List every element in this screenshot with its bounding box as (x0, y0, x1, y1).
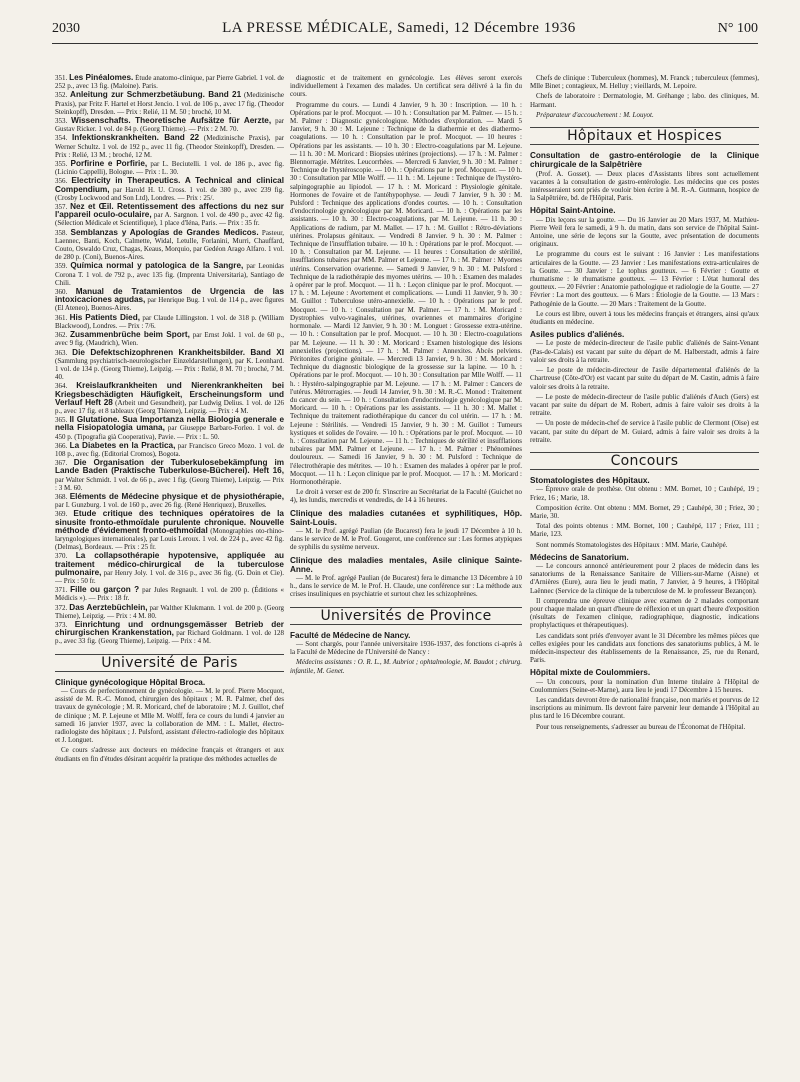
entry-number: 356. (55, 177, 68, 186)
entry-title: Zusammenbrüche beim Sport, (70, 330, 190, 340)
entry-text: (Medizinische Praxis), par Werner Schultz. 1 vol. de 192 p., avec 11 fig. (Theodor Steinkopff), Dresden. — Prix : Relié, 13 M. ; broché, 12 M. (55, 134, 284, 159)
paragraph: Le droit à verser est de 200 fr. S'inscrire au Secrétariat de la Faculté (Guichet no 4), les lundis, mercredis et vendredis, de 14 à 16 heures. (290, 488, 522, 505)
entry-text: Étude anatomo-clinique, par Pierre Gabriel. 1 vol. de 252 p., avec 13 fig. (Maloine). Paris. (55, 74, 284, 91)
entry-number: 362. (55, 331, 68, 340)
entry-title: Fille ou garçon ? (70, 585, 140, 595)
book-entry (55, 177, 284, 202)
article-head: Faculté de Médecine de Nancy. (290, 630, 411, 640)
book-entry (55, 117, 284, 133)
entry-number: 357. (55, 203, 68, 212)
entry-text: par Gustav Ricker. 1 vol. de 84 p. (Georg Thieme). — Prix : 2 M. 70. (55, 117, 284, 134)
article-head: Clinique des maladies mentales, Asile clinique Sainte-Anne. (290, 555, 522, 574)
paragraph: — Un concours, pour la nomination d'un Interne titulaire à l'Hôpital de Coulommiers (Seine-et-Marne), aura lieu le jeudi 17 Décembre à 15 heures. (530, 677, 759, 694)
book-entry (55, 91, 284, 116)
paragraph: Préparateur d'accouchement : M. Louyot. (536, 110, 654, 119)
paragraph: Ce cours s'adresse aux docteurs en médecine français et étrangers et aux étudiants en fin d'études désirant acquérir la pratique des méthodes actuelles de (55, 746, 284, 763)
book-entry (55, 74, 284, 90)
paragraph: — Le poste de médecin-directeur de l'asile public d'aliénés de Saint-Venant (Pas-de-Calais) est vacant par suite du départ de M. Halberstadt, admis à faire valoir ses droits à la retraite. (530, 339, 759, 364)
paragraph: Composition écrite. Ont obtenu : MM. Bornet, 29 ; Cauhépé, 30 ; Friez, 30 ; Marie, 30. (530, 503, 759, 520)
paragraph: Les candidats devront être de nationalité française, non mariés et pourvus de 12 inscriptions au minimum. Ils devront faire parvenir leur demande à l'Hôpital au plus tard le 16 Décembre courant. (530, 696, 759, 721)
entry-number: 369. (55, 510, 68, 519)
entry-number: 359. (55, 262, 68, 271)
book-entry (55, 416, 284, 441)
paragraph: Médecins assistants : O. R. L., M. Aubriot ; ophtalmologie, M. Baudot ; chirurg. infantile, M. Genet. (290, 658, 522, 675)
paragraph: — Cours de perfectionnement de gynécologie. — M. le prof. Pierre Mocquot, assisté de M. R.-C. Monod, chirurgien des hôpitaux ; M. R. Palmer, chef des travaux de gynécologie ; M. R. Moricard, chef de laboratoire ; M. J. Guillot, chef de clinique ; M. P. Lejeune et Mlle M. Wolff, fera ce cours du lundi 4 janvier au samedi 16 janvier 1937, avec la collaboration de MM. : L. Mallet, électro-radiologiste des hôpitaux ; J. Pulsford, assistant d'électro-radiologie des hôpitaux et J. Longuet. (55, 687, 284, 745)
entry-text: (Monographies oto-rhino-laryngologiques internationales), par Louis Leroux. 1 vol. de 224 p., avec 42 fig. (Delmas), Bordeaux. — Prix : 25 fr. (55, 526, 284, 552)
book-entry (55, 459, 284, 492)
book-entry (55, 262, 284, 287)
entry-number: 364. (55, 382, 68, 391)
paragraph: Il comprendra une épreuve clinique avec examen de 2 malades comportant pour chaque malade un quart d'heure de réflexion et un quart d'heure d'exposition (résultats de l'examen clinique, radiographique, diagnostic, indications prophylactiques et thérapeutiques). (530, 596, 759, 630)
entry-number: 365. (55, 416, 68, 425)
book-entry (55, 331, 284, 347)
entry-number: 353. (55, 117, 68, 126)
article-head: Hôpital Saint-Antoine. (530, 206, 616, 216)
paragraph: Sont nommés Stomatologistes des Hôpitaux : MM. Marie, Cauhépé. (536, 540, 728, 549)
book-entry (55, 442, 284, 458)
section-title-concours: Concours (530, 452, 759, 470)
article-head: Médecins de Sanatorium. (530, 552, 629, 562)
entry-text: par Leonidas Corona T. 1 vol. de 792 p., avec 135 fig. (Imprenta Universitaria), Santiago de Chili. (55, 262, 284, 287)
paragraph: Programme du cours. — Lundi 4 Janvier, 9 h. 30 : Inscription. — 10 h. : Opérations par le prof. Mocquot. — 10 h. : Consultation par M. Palmer. — 15 h. : M. Palmer : Diagnostic gynécologique. Méthodes d'exploration. — Mardi 5 Janvier, 9 h. 30 : M. Lejeune : Technique de la diathermie et des diathermo-coagulations. — 10 h. : Consultation par le prof. Mocquot. — 10 heures : Opérations par les assistants. — 10 h. 30 : Electro-coagulations par M. Lejeune. — 11 h. 30 : M. Moricard : Biopsies utérines (projections). — 17 h. : M. Palmer : Blennorragie. Métrites. Leucorrhées. — Mercredi 6 Janvier, 9 h. 30 : M. Palmer : Technique de l'hystéroscopie. — 10 h. : Opérations par le prof. Mocquot. — 10 h. 30 : Consultation par Mlle Wolff. — 11 h. : M. Lejeune : Technique de l'hystéro-salpingographie au lipiodol. — 17 h. : M. Moricard : Physiologie génitale. Hormones de l'ovaire et de l'antéhypophyse. — Jeudi 7 Janvier, 9 h. 30 : M. Pulsford : Technique des applications d'ondes courtes. — 10 h. : Consultation d'endocrinologie gynécologique par M. Moricard. — 10 h. : Opérations par les assistants. — 10 h. 30 : Electro-coagulations, par M. Lejeune. — 11 h. 30 : Applications de radium, par M. Mallet. — 17 h. : M. Guillot : Rétro-déviations utérines. Prolapsus génitaux. — Vendredi 8 Janvier. 9 h. 30 : M. Palmer : Technique de l'insufflation tubaire. — 10 h. : Opérations par le prof. Mocquot. — 10 h. : Consultation par M. Lejeune. — 11 heures : Consultation de stérilité, insufflations tubaires par MM. Palmer et Lejeune. — 17 h. : M. Palmer : Myomes utérins. Conservation ovarienne. — Samedi 9 Janvier, 9 h. 30 : M. Pulsford : Technique de la radiothérapie des myomes utérins. — 10 h. : Examen des malades à opérer par le prof. Mocquot. — 11 h. : Leçon clinique par le prof. Mocquot. — 17 h. : M. Lejeune : Avortement et complications. — Lundi 11 Janvier, 9 h. 30 : M. Guillot : Tuberculose utéro-annexielle. — 10 h. : Opérations par le prof. Mocquot. — 10 h. : Consultation par M. Palmer. — 17 h. : M. Moricard : Dystrophies vulvo-vaginales, utérines, ovariennes et mammaires d'origine hormonale. — Mardi 12 Janvier, 9 h. 30 : M. Longuet : Grossesse extra-utérine. — 10 h. : Consultation par le prof. Mocquot. — 10 h. 30 : Electro-coagulations par M. Lejeune. — 11 h. 30 : M. Moricard : Examen histologique des lésions annexielles (projections). — 17 h. : M. Palmer : Annexites. Abcès pelviens. Péritonites d'origine génitale. — Mercredi 13 Janvier, 9 h. 30 : M. Moricard : Technique du diagnostic biologique de la grossesse sur la lapine. — 10 h. : Opérations par le prof. Mocquot. — 10 h. 30 : Consultation par Mlle Wolff. — 11 h. : Hystéro-salpingographie par M. Lejeune. — 17 h. : M. Palmer : Cancers de l'utérus. Métrorragies. — Jeudi 14 Janvier, 9 h. 30 : M. R.-C. Monod : Traitement du cancer du sein. — 10 h. : Consultation d'endocrinologie gynécologique par M. Moricard. — 10 h. : Opérations par les assistants. — 11 h. 30 : M. Mallet : Technique du traitement radiothérapique du cancer du col utérin. — 17 h. : M. Lejeune : Stérilités. — Vendredi 15 Janvier, 9 h. 30 : M. Guillot : Tumeurs kystiques et solides de l'ovaire. — 10 h. : Opérations par le prof. Mocquot. — 10 h. : Consultation par M. Lejeune. — 11 h. : Techniques de stérilité et insufflations tubaires par MM. Palmer et Lejeune. — 17 h. : M. Palmer : Phénomènes douloureux. — Samedi 16 Janvier, 9 h. 30 : M. Pulsford : Technique de l'électrothérapie des métrites. — 10 h. : Examen des malades à opérer par le prof. Mocquot. — 11 h. : Leçon clinique par le prof. Mocquot. — 17 h. : M. Moricard : Hormonothérapie. (290, 100, 522, 486)
entry-title: Les Pinéalomes. (69, 74, 134, 82)
section-title-hopitaux: Hôpitaux et Hospices (530, 127, 759, 145)
paragraph: Chefs de clinique : Tuberculeux (hommes), M. Franck ; tuberculeux (femmes), Mlle Binet ; contagieux, M. Helluy ; vieillards, M. Lepoire. (530, 74, 759, 91)
entry-number: 373. (55, 621, 68, 629)
book-entry (55, 493, 284, 509)
entry-number: 367. (55, 459, 68, 468)
paragraph: Chefs de laboratoire : Dermatologie, M. Gréhange ; labo. des cliniques, M. Harmant. (530, 92, 759, 109)
paragraph: Pour tous renseignements, s'adresser au bureau de l'Économat de l'Hôpital. (536, 722, 746, 731)
entry-title: Electricity in Therapeutics. A Technical and clinical Compendium, (55, 176, 284, 194)
book-entry (55, 229, 284, 262)
page-header (52, 20, 758, 44)
entry-title: Kreislaufkrankheiten und Nierenkrankheiten bei Kriegsbeschädigten Häufigkeit, Erscheinungsform und Verlauf Heft 28 (55, 381, 284, 407)
section-title-universites-province: Universités de Province (290, 607, 522, 625)
book-entry (55, 203, 284, 228)
book-entry (55, 586, 284, 602)
article-head: Asiles publics d'aliénés. (530, 330, 625, 340)
paragraph: Le programme du cours est le suivant : 16 Janvier : Les manifestations articulaires de la Goutte. — 23 Janvier : Les manifestations extra-articulaires de la Goutte. — 30 Janvier : Le tophus goutteux. — 6 Février : Goutte et rhumatisme : le rhumatisme goutteux. — 13 Février : L'état humoral des goutteux. — 20 Février : Anatomie pathologique et radiologie de la Goutte. — 27 Février : La mort des goutteux. — 6 Mars : Étiologie de la Goutte. — 13 Mars : Pathogénie de la Goutte. — 20 Mars : Traitement de la Goutte. (530, 250, 759, 308)
entry-number: 358. (55, 228, 68, 237)
book-entry (55, 621, 284, 646)
entry-title: Porfirine e Porfirie, (70, 159, 148, 169)
paragraph: — Sont chargés, pour l'année universitaire 1936-1937, des fonctions ci-après à la Faculté de Médecine de l'Université de Nancy : (290, 640, 522, 657)
entry-text: par Claude Lillingston. 1 vol. de 318 p. (William Blackwood), Londres. — Prix : 7/6. (55, 313, 284, 330)
book-entry (55, 134, 284, 159)
entry-text: par I. Gunzburg. 1 vol. de 160 p., avec 26 fig. (René Henriquez), Bruxelles. (55, 501, 267, 510)
paragraph: — M. le Prof. agrégé Paulian (de Bucarest) fera le jeudi 17 Décembre à 10 h. dans le service de M. le Prof. Gougerot, une conférence sur : Les formes atypiques de syphilis du système nerveux. (290, 526, 522, 552)
entry-title: Einrichtung und ordnungsgemässer Betrieb der chirurgischen Krankenstation, (55, 620, 284, 638)
entry-number: 371. (55, 586, 68, 595)
page-number: 2030 (52, 21, 80, 36)
book-entry (55, 552, 284, 585)
book-entry (55, 382, 284, 415)
entry-title: Manual de Tratamientos de Urgencia de las intoxicaciones agudas, (55, 287, 284, 305)
entry-title: Il Glutatione. Sua Importanza nella Biologia generale e nella Fisiopatologia umana, (55, 415, 284, 433)
book-entry (55, 510, 284, 551)
entry-text: par Jules Regnault. 1 vol. de 200 p. (Éditions « Médicis »). — Prix : 18 fr. (55, 586, 284, 603)
entry-title: Etude critique des techniques opératoires de la sinusite fronto-ethmoïdale purulente chronique. Nouvelle méthode d'évidement fronto-ethmoïdal (55, 509, 284, 535)
book-entry (55, 314, 284, 330)
paragraph: — M. le Prof. agrégé Paulian (de Bucarest) fera le dimanche 13 Décembre à 10 h., dans le service de M. le Prof. H. Claude, une conférence sur : La méthode aux crises insuliniques en psychiatrie et surtout chez les schizophrènes. (290, 573, 522, 599)
entry-title: Nez et Œil. Retentissement des affections du nez sur l'appareil oculo-oculaire, (55, 202, 284, 220)
entry-title: Die Organisation der Tuberkulosebekämpfung im Lande Baden (Praktische Tuberkulose-Bücherei). Heft 16, (55, 458, 284, 476)
entry-title: Anleitung zur Schmerzbetäubung. Band 21 (70, 90, 242, 100)
entry-title: Eléments de Médecine physique et de physiothérapie, (69, 491, 284, 501)
entry-text: par Walter Schmidt. 1 vol. de 66 p., avec 1 fig. (Georg Thieme), Leipzig. — Prix : 3 M. 60. (55, 475, 284, 492)
paragraph: — Le poste de médecin-directeur de l'asile départemental d'aliénés de la Chartreuse (Côte-d'Or) est vacant par suite du départ de M. Castin, admis à faire valoir ses droits à la retraite. (530, 366, 759, 391)
entry-text: par A. Sargnon. 1 vol. de 490 p., avec 42 fig. (Sélection Médicale et Scientifique), 1 place d'Iéna, Paris. — Prix : 35 fr. (55, 211, 284, 228)
book-entry (55, 604, 284, 620)
entry-text: par Ernst Jokl. 1 vol. de 60 p., avec 9 fig. (Maudrich), Wien. (55, 331, 284, 348)
entry-text: Pasteur, Laennec, Banti, Koch, Calmette, Widal, Letulle, Forlanini, Murri, Chauffard, Couto, Oswaldo Cruz, Chagas, Keaus, Morquio, par Gedéon Arago Alfaro. 1 vol. de 280 p. (Coni), Buenos-Aires. (55, 228, 284, 262)
entry-number: 370. (55, 552, 68, 561)
entry-number: 372. (55, 603, 68, 612)
entry-title: La Diabetes en la Practica, (69, 440, 176, 450)
paragraph: — Épreuve orale de prothèse. Ont obtenu : MM. Bornet, 10 ; Cauhépé, 19 ; Friez, 16 ; Marie, 18. (530, 485, 759, 502)
paragraph: — Un poste de médecin-chef de service à l'asile public de Clermont (Oise) est vacant, par suite du départ de M. Guiard, admis à faire valoir ses droits à la retraite. (530, 419, 759, 444)
entry-text: (Medizinische Praxis), par Fritz F. Hartel et Horst Jencio. 1 vol. de 106 p., avec 17 fig. (Theodor Steinkopff), Dresden. — Prix : Relié, 11 M. 50 ; broché, 10 M. (55, 91, 284, 116)
entry-number: 354. (55, 134, 68, 143)
paragraph: — Le concours annoncé antérieurement pour 2 places de médecin dans les sanatoriums de la Renaissance Sanitaire de Villiers-sur-Marne (Aisne) et d'Arnières (Eure), aura lieu le jeudi matin, 7 Janvier, à 9 heures, à l'Hôpital Laënnec (Service de la clinique de la tuberculose de M. le professeur Bezançon). (530, 561, 759, 595)
article-head: Clinique gynécologique Hôpital Broca. (55, 677, 206, 687)
article-head: Stomatologistes des Hôpitaux. (530, 476, 650, 486)
journal-title: LA PRESSE MÉDICALE, Samedi, 12 Décembre 1936 (222, 20, 576, 36)
paragraph: — Dix leçons sur la goutte. — Du 16 Janvier au 20 Mars 1937, M. Mathieu-Pierre Weil fera le samedi, à 9 h. du matin, dans son service de l'hôpital Saint-Antoine, une série de leçons sur la Goutte, avec présentation de documents originaux. (530, 215, 759, 249)
entry-text: par Henrique Bug. 1 vol. de 114 p., avec figures (El Ateneo), Buenos-Aires. (55, 296, 284, 313)
entry-number: 351. (55, 74, 68, 82)
paragraph: (Prof. A. Gosset). — Deux places d'Assistants libres sont actuellement vacantes à la consultation de gastro-entérologie. Les médecins que ces postes intéresseraient sont priés de vouloir bien écrire à M. R.-A. Gutmann, hospice de la Salpêtrière, bd. de l'Hôpital, Paris. (530, 169, 759, 203)
entry-number: 363. (55, 348, 68, 357)
entry-text: par Henry Joly. 1 vol. de 316 p., avec 36 fig. (G. Doin et Cie). — Prix : 50 fr. (55, 568, 284, 585)
entry-number: 355. (55, 160, 68, 169)
column-2 (290, 74, 522, 1074)
entry-text: (Sammlung psychiatrisch-neurologischer Einzeldarstellungen), par K. Leonhard. 1 vol. de 134 p. (Georg Thieme), Leipzig. — Prix : Relié, 8 M. 70 ; broché, 7 M. 40. (55, 356, 284, 382)
paragraph: — Le poste de médecin-directeur de l'asile public d'aliénés d'Auch (Gers) est vacant par suite du départ de M. Robert, admis à faire valoir ses droits à la retraite. (530, 392, 759, 418)
article-head: Consultation de gastro-entérologie de la Clinique chirurgicale de la Salpêtrière (530, 151, 759, 170)
column-3 (530, 74, 759, 1074)
entry-title: Semblanzas y Apologías de Grandes Medicos. (70, 227, 259, 237)
entry-title: His Patients Died, (69, 312, 140, 322)
book-list (55, 74, 284, 646)
entry-text: par Giuseppe Barbaro-Forleo. 1 vol. de 450 p. (Tipografia già Cooperativa), Pavie. — Prix : L. 50. (55, 424, 284, 441)
paragraph: diagnostic et de traitement en gynécologie. Les élèves seront exercés individuellement à l'examen des malades. Un certificat sera délivré à la fin du cours. (290, 74, 522, 99)
article-head: Clinique des maladies cutanées et syphilitiques, Hôp. Saint-Louis. (290, 508, 522, 527)
column-1 (55, 74, 284, 1074)
entry-text: par Walther Klukmann. 1 vol. de 200 p. (Georg Thieme), Leipzig. — Prix : 4 M. 80. (55, 603, 284, 620)
entry-number: 368. (55, 492, 68, 501)
paragraph: Total des points obtenus : MM. Bornet, 100 ; Cauhépé, 117 ; Friez, 111 ; Marie, 123. (530, 522, 759, 539)
entry-text: (Arbeit und Gesundheit), par Ludwig Delius. 1 vol. de 126 p., avec 17 fig. et 8 tableaux (Georg Thieme), Leipzig. — Prix : 4 M. (55, 398, 284, 415)
entry-number: 366. (55, 441, 68, 450)
paragraph: Les candidats sont priés d'envoyer avant le 31 Décembre les mêmes pièces que celles exigées pour les candidats aux fonctions des sanatoriums publics, à M. le médecin-inspecteur des établissements de la Renaissance, 25, rue du Renard, Paris. (530, 631, 759, 665)
entry-title: Die Defektschizophrenen Krankheitsbilder. Band XI (72, 347, 284, 357)
entry-title: Das Aerztebüchlein, (69, 602, 148, 612)
entry-title: Infektionskrankheiten. Band 22 (72, 133, 200, 143)
entry-title: Wissenschafts. Theoretische Aufsätze für Aerzte, (71, 116, 272, 126)
entry-title: Química normal y patologica de la Sangre, (70, 261, 244, 271)
entry-number: 360. (55, 288, 68, 297)
issue-number: N° 100 (717, 21, 758, 36)
entry-number: 361. (55, 313, 68, 322)
article-head: Hôpital mixte de Coulommiers. (530, 668, 651, 678)
entry-number: 352. (55, 91, 68, 100)
entry-text: par Richard Goldmann. 1 vol. de 128 p., avec 33 fig. (Georg Thieme), Leipzig. — Prix : 4 M. (55, 629, 284, 646)
entry-text: par L. Beciutelli. 1 vol. de 186 p., avec fig. (Licinio Cappelli), Bologne. — Prix : L. 30. (55, 160, 284, 177)
book-entry (55, 288, 284, 313)
book-entry (55, 160, 284, 176)
entry-text: par Harold H. U. Cross. 1 vol. de 380 p., avec 239 fig. (Crosby Lockwood and Son Ltd), Londres. — Prix : 25/. (55, 185, 284, 202)
entry-text: par Francisco Greco Mozo. 1 vol. de 108 p., avec fig. (Editorial Cromos), Bogota. (55, 441, 284, 458)
paragraph: Le cours est libre, ouvert à tous les médecins français et étrangers, ainsi qu'aux étudiants en médecine. (530, 309, 759, 327)
section-title-universite-paris: Université de Paris (55, 654, 284, 672)
entry-title: La collapsothérapie hypotensive, appliquée au traitement médico-chirurgical de la tuberculose pulmonaire, (55, 551, 284, 577)
book-entry (55, 349, 284, 382)
